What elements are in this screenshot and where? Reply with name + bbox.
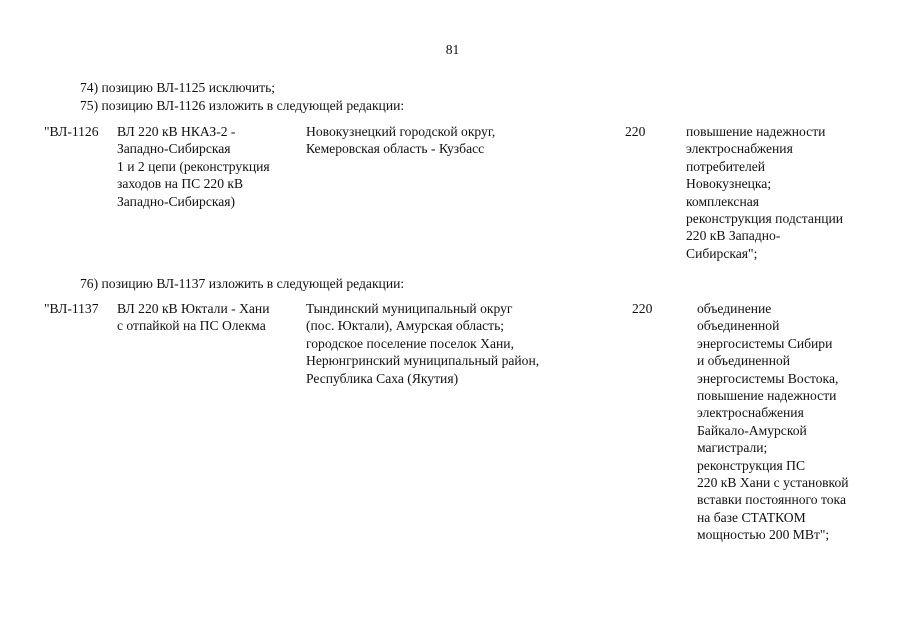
entry-purpose-line: электроснабжения (697, 405, 804, 421)
entry-name-line: 1 и 2 цепи (реконструкция (117, 158, 270, 174)
entry-purpose-line: энергосистемы Востока, (697, 370, 839, 386)
entry-purpose-line: реконструкция ПС (697, 457, 806, 473)
entry-purpose-line: повышение надежности (686, 124, 826, 139)
entry-purpose-line: 220 кВ Западно- (686, 228, 781, 244)
entry-location-line: (пос. Юктали), Амурская область; (306, 318, 505, 334)
entry-name-line: ВЛ 220 кВ Юктали - Хани (117, 301, 270, 316)
entry-name (117, 300, 269, 335)
entry-location-line: городское поселение поселок Хани, (306, 335, 514, 351)
entry-purpose-line: Байкало-Амурской (697, 422, 807, 438)
entry-purpose-line: энергосистемы Сибири (697, 335, 833, 351)
entry-purpose-line: Новокузнецка; (686, 176, 772, 192)
entry-purpose-line: реконструкция подстанции (686, 211, 844, 227)
entry-purpose-line: Сибирская"; (686, 245, 758, 261)
entry-purpose-line: на базе СТАТКОМ (697, 509, 806, 525)
entry-name-line: с отпайкой на ПС Олекма (117, 318, 266, 334)
entry-location (306, 123, 495, 158)
entry-name-line: ВЛ 220 кВ НКАЗ-2 - (117, 124, 236, 139)
entry-purpose-line: и объединенной (697, 353, 791, 369)
entry-name-line: Западно-Сибирская (117, 141, 231, 157)
entry-voltage: 220 (625, 124, 646, 139)
entry-purpose-line: 220 кВ Хани с установкой (697, 475, 849, 491)
entry-name-line: Западно-Сибирская) (117, 193, 236, 209)
entry-location-line: Кемеровская область - Кузбасс (306, 141, 485, 157)
entry-purpose-line: комплексная (686, 193, 760, 209)
entry-location-line: Тындинский муниципальный округ (306, 301, 513, 316)
entry-location-line: Новокузнецкий городской округ, (306, 124, 496, 139)
instruction-76: 76) позицию ВЛ-1137 изложить в следующей редакции: (80, 276, 405, 291)
entry-code: "ВЛ-1126 (44, 124, 99, 139)
instruction-74: 74) позицию ВЛ-1125 исключить; (80, 80, 276, 95)
entry-name (117, 123, 270, 210)
entry-purpose-line: повышение надежности (697, 388, 837, 404)
entry-purpose-line: мощностью 200 МВт"; (697, 527, 830, 543)
entry-location-line: Республика Саха (Якутия) (306, 370, 459, 386)
entry-purpose (686, 123, 843, 262)
entry-code: "ВЛ-1137 (44, 301, 99, 316)
instruction-75: 75) позицию ВЛ-1126 изложить в следующей редакции: (80, 98, 405, 113)
page-number: 81 (445, 42, 460, 57)
entry-purpose-line: вставки постоянного тока (697, 492, 846, 508)
entry-voltage: 220 (632, 301, 653, 316)
entry-name-line: заходов на ПС 220 кВ (117, 176, 244, 192)
entry-location (306, 300, 539, 387)
entry-location-line: Нерюнгринский муниципальный район, (306, 353, 540, 369)
entry-purpose-line: объединенной (697, 318, 780, 334)
entry-purpose-line: потребителей (686, 158, 766, 174)
entry-purpose-line: объединение (697, 301, 772, 316)
entry-purpose (697, 300, 849, 544)
entry-purpose-line: электроснабжения (686, 141, 793, 157)
entry-purpose-line: магистрали; (697, 440, 768, 456)
